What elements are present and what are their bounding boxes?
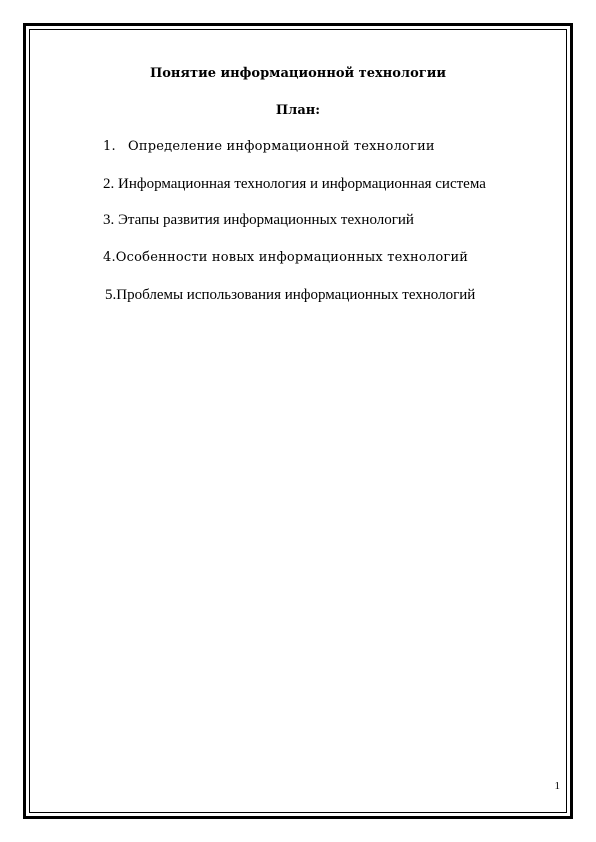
plan-item-2: 2. Информационная технология и информационная система: [103, 176, 486, 192]
plan-item-1: [103, 139, 435, 154]
document-title: Понятие информационной технологии: [149, 66, 447, 81]
plan-item-1-text: Определение информационной технологии: [128, 139, 435, 154]
plan-item-3: 3. Этапы развития информационных технологий: [103, 212, 414, 228]
page-number: 1: [554, 780, 560, 792]
plan-item-1-number: 1.: [103, 139, 116, 154]
plan-item-5: 5.Проблемы использования информационных технологий: [105, 287, 476, 303]
plan-heading: План:: [275, 103, 321, 118]
plan-item-4: 4.Особенности новых информационных технологий: [103, 250, 469, 265]
